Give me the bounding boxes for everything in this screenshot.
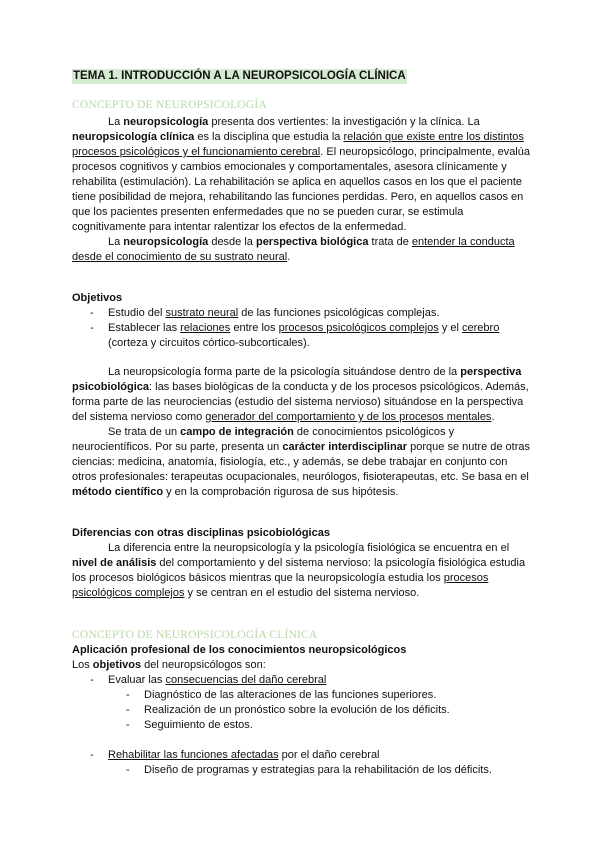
- paragraph-perspectiva-biologica: La neuropsicología desde la perspectiva biológica trata de entender la conducta desde el conocimiento de su sustrato neural.: [72, 236, 515, 263]
- list-item: - Evaluar las consecuencias del daño cerebral: [72, 673, 530, 688]
- list-item: - Establecer las relaciones entre los procesos psicológicos complejos y el cerebro (corteza y circuitos córtico-subcorticales).: [72, 321, 530, 351]
- paragraph-vertientes: La neuropsicología presenta dos vertientes: la investigación y la clínica. La neuropsicología clínica es la disciplina que estudia la relación que existe entre los distintos procesos psicológicos y el funcionamiento cerebral. El neuropsicólogo, principalmente, evalúa procesos cognitivos y cambios emocionales y comportamentales, asesora clínicamente y rehabilita (estimulación). La rehabilitación se aplica en aquellos casos en los que el paciente tiene posibilidad de mejora, rehabilitando las funciones perdidas. Pero, en aquellos casos en que los pacientes presenten enfermedades que no se pueden curar, se estimula cognitivamente para intentar ralentizar los efectos de la enfermedad.: [72, 116, 530, 233]
- section-heading-neuropsicologia-clinica: CONCEPTO DE NEUROPSICOLOGÍA CLÍNICA: [72, 629, 318, 641]
- integration-block: [72, 365, 530, 500]
- sublist-item: - Diagnóstico de las alteraciones de las funciones superiores.: [72, 688, 530, 703]
- clinical-objectives-list: [72, 673, 530, 688]
- paragraph-diferencias: La diferencia entre la neuropsicología y la psicología fisiológica se encuentra en el nivel de análisis del comportamiento y del sistema nervioso: la psicología fisiológica estudia los procesos biológicos básicos mientras que la neuropsicología estudia los procesos psicológicos complejos y se centran en el estudio del sistema nervioso.: [72, 542, 526, 599]
- sublist-item: - Seguimiento de estos.: [72, 718, 530, 733]
- sublist-item: - Diseño de programas y estrategias para la rehabilitación de los déficits.: [72, 763, 530, 778]
- aplicacion-heading: Aplicación profesional de los conocimientos neuropsicológicos: [72, 644, 407, 656]
- objetivos-intro: Los objetivos del neuropsicólogos son:: [72, 659, 266, 671]
- list-item: - Rehabilitar las funciones afectadas por el daño cerebral: [72, 748, 530, 763]
- objetivos-list: [72, 306, 530, 351]
- diferencias-heading: Diferencias con otras disciplinas psicobiológicas: [72, 527, 330, 539]
- sublist-item: - Realización de un pronóstico sobre la evolución de los déficits.: [72, 703, 530, 718]
- paragraph-campo-integracion: Se trata de un campo de integración de conocimientos psicológicos y neurocientíficos. Por su parte, presenta un carácter interdisciplinar porque se nutre de otras ciencias: medicina, anatomía, fisiología, etc., y además, se debe trabajar en conjunto con otros profesionales: terapeutas ocupacionales, neurólogos, fisioterapeutas, etc. Se basa en el método científico y en la comprobación rigurosa de sus hipótesis.: [72, 426, 530, 498]
- paragraph-psicobiologica: La neuropsicología forma parte de la psicología situándose dentro de la perspectiva psicobiológica: las bases biológicas de la conducta y de los procesos psicológicos. Además, forma parte de las neurociencias (estudio del sistema nervioso) situándose en la perspectiva del sistema nervioso como generador del comportamiento y de los procesos mentales.: [72, 366, 529, 423]
- section-heading-neuropsicologia: CONCEPTO DE NEUROPSICOLOGÍA: [72, 99, 267, 111]
- evaluation-sublist: [72, 688, 530, 733]
- section-body-neuropsicologia: [72, 115, 530, 265]
- objetivos-block: [72, 291, 530, 351]
- list-item: - Estudio del sustrato neural de las funciones psicológicas complejas.: [72, 306, 530, 321]
- diferencias-block: [72, 526, 530, 601]
- rehabilitation-sublist: [72, 763, 530, 778]
- section-body-neuropsicologia-clinica: [72, 643, 530, 778]
- clinical-objectives-list-2: [72, 748, 530, 763]
- page-title: TEMA 1. INTRODUCCIÓN A LA NEUROPSICOLOGÍA CLÍNICA: [73, 70, 406, 82]
- objetivos-heading: Objetivos: [72, 292, 123, 304]
